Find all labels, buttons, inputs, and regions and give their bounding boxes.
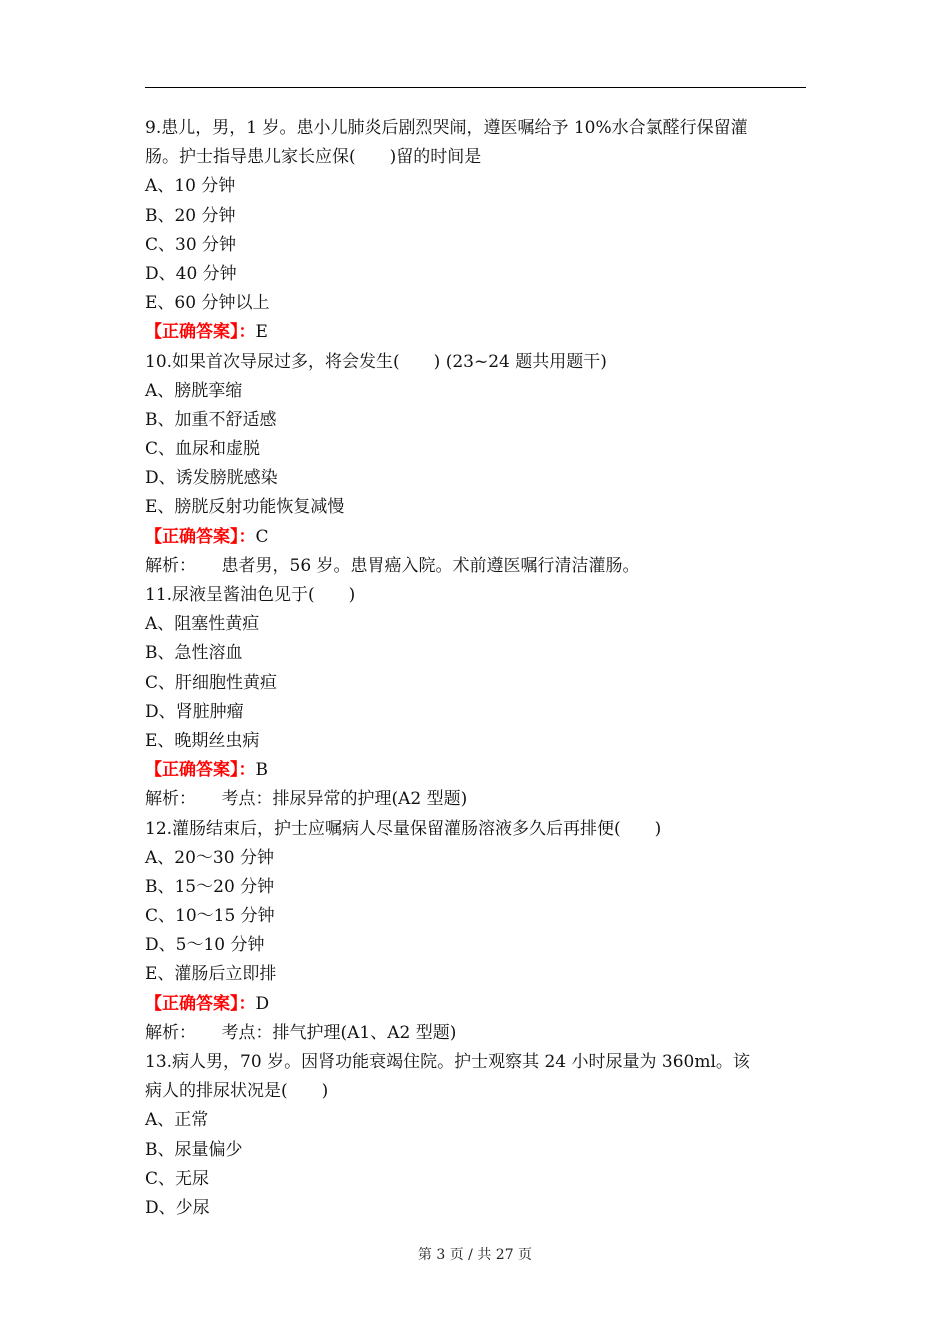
option-b: B、急性溶血: [145, 643, 243, 664]
option-d: D、诱发膀胱感染: [145, 468, 278, 489]
answer-label: 【正确答案】：: [145, 993, 256, 1014]
analysis-text: 解析： 考点：排尿异常的护理(A2 型题): [145, 789, 468, 810]
answer-label: 【正确答案】：: [145, 322, 256, 343]
question-stem: 肠。护士指导患儿家长应保( )留的时间是: [145, 147, 482, 168]
option-b: B、15～20 分钟: [145, 876, 275, 897]
option-b: B、加重不舒适感: [145, 409, 277, 430]
question-block: [145, 1048, 810, 1223]
option-b: B、尿量偏少: [145, 1139, 243, 1160]
option-c: C、无尿: [145, 1168, 210, 1189]
answer-line: [145, 523, 810, 552]
option-d: D、肾脏肿瘤: [145, 701, 244, 722]
question-block: [145, 114, 810, 348]
question-block: [145, 815, 810, 1049]
answer-line: [145, 318, 810, 347]
option-c: C、血尿和虚脱: [145, 439, 261, 460]
document-body: [145, 114, 810, 1223]
page-footer: 第 3 页 / 共 27 页: [417, 1247, 533, 1263]
option-a: A、10 分钟: [145, 176, 236, 197]
option-e: E、晚期丝虫病: [145, 730, 260, 751]
analysis-text: 解析： 考点：排气护理(A1、A2 型题): [145, 1022, 457, 1043]
analysis-text: 解析： 患者男，56 岁。患胃癌入院。术前遵医嘱行清洁灌肠。: [145, 555, 640, 576]
question-block: [145, 581, 810, 815]
option-c: C、肝细胞性黄疸: [145, 672, 278, 693]
answer-value: D: [255, 993, 270, 1014]
option-a: A、正常: [145, 1110, 209, 1131]
answer-value: C: [255, 526, 269, 547]
answer-value: B: [255, 760, 268, 781]
option-c: C、10～15 分钟: [145, 906, 275, 927]
option-a: A、膀胱挛缩: [145, 380, 243, 401]
question-stem: 9.患儿，男，1 岁。患小儿肺炎后剧烈哭闹，遵医嘱给予 10%水合氯醛行保留灌: [145, 118, 748, 138]
question-stem: 病人的排尿状况是( ): [145, 1081, 329, 1102]
option-e: E、灌肠后立即排: [145, 964, 277, 985]
answer-line: [145, 756, 810, 785]
option-e: E、60 分钟以上: [145, 293, 270, 314]
question-stem: 13.病人男，70 岁。因肾功能衰竭住院。护士观察其 24 小时尿量为 360ml。该: [145, 1052, 750, 1072]
header-rule: [145, 87, 806, 88]
option-d: D、5～10 分钟: [145, 935, 265, 956]
answer-value: E: [255, 322, 268, 343]
question-stem: 11.尿液呈酱油色见于( ): [145, 585, 356, 605]
option-d: D、少尿: [145, 1197, 210, 1218]
question-stem: 10.如果首次导尿过多，将会发生( ) (23~24 题共用题干): [145, 351, 607, 372]
option-c: C、30 分钟: [145, 234, 237, 255]
option-a: A、阻塞性黄疸: [145, 614, 260, 635]
question-block: [145, 348, 810, 582]
option-a: A、20～30 分钟: [145, 847, 274, 868]
answer-label: 【正确答案】：: [145, 526, 256, 547]
answer-label: 【正确答案】：: [145, 760, 256, 781]
option-e: E、膀胱反射功能恢复减慢: [145, 497, 345, 518]
option-b: B、20 分钟: [145, 205, 236, 226]
option-d: D、40 分钟: [145, 263, 237, 284]
question-stem: 12.灌肠结束后，护士应嘱病人尽量保留灌肠溶液多久后再排便( ): [145, 818, 662, 839]
answer-line: [145, 990, 810, 1019]
